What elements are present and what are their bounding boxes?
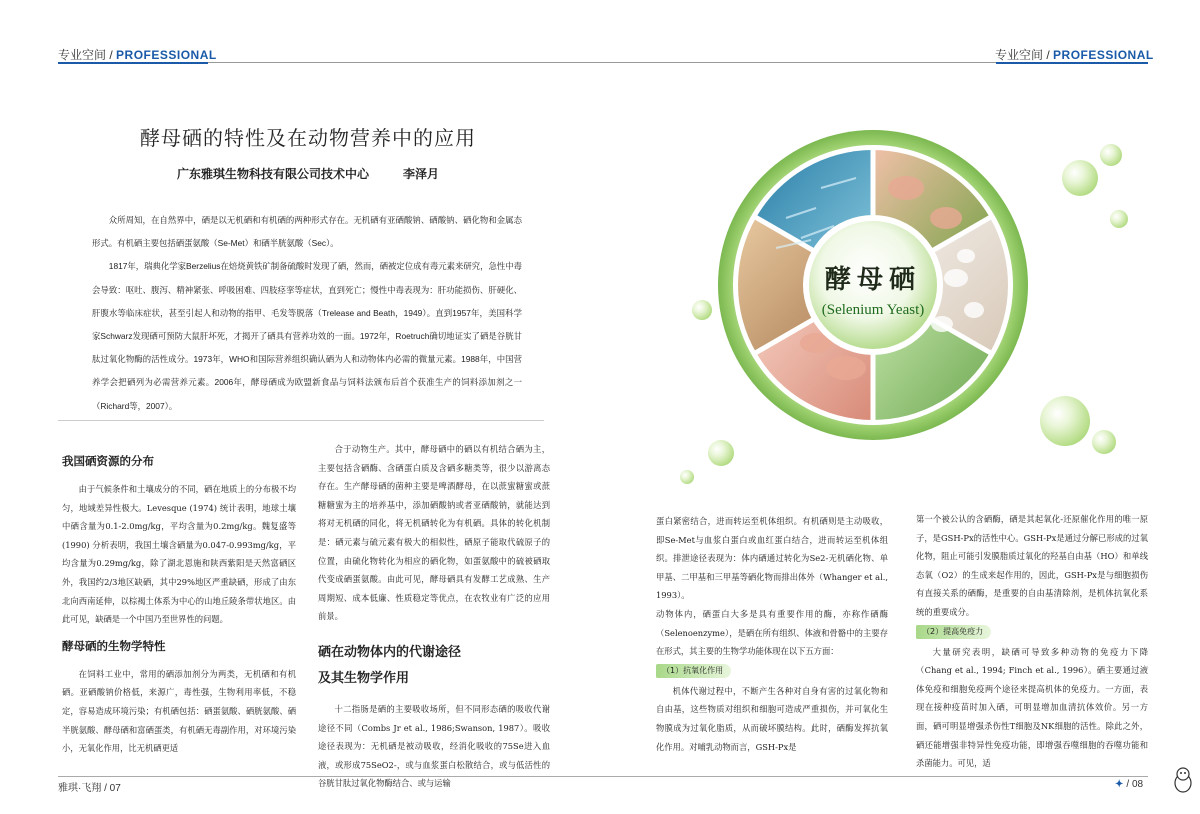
- paragraph: 机体代谢过程中，不断产生各种对自身有害的过氧化物和自由基，这些物质对组织和细胞可造成严重损伤，并可氧化生物膜成为过氧化脂质，从而破坏膜结构。此时，硒酶发挥抗氧化作用。对哺乳动物而言，GSH-Px是: [656, 685, 888, 752]
- graphic-svg: [716, 128, 1030, 442]
- heading-biological-properties: 酵母硒的生物学特性: [62, 638, 166, 653]
- mascot-icon: [1172, 766, 1194, 794]
- paragraph: 第一个被公认的含硒酶，硒是其起氧化-还原催化作用的唯一原子，是GSH-Px的活性中心。GSH-Px是通过分解已形成的过氧化物，阻止可能引发膜脂质过氧化的羟基自由基（HO）和单线态氧（O2）的生成来起作用的，因此，GSH-Px是与细胞损伤有直接关系的硒酶，是重要的自由基清除剂，是机体抗氧化系统的重要成分。: [916, 514, 1148, 617]
- paragraph: 合于动物生产。其中，酵母硒中的硒以有机结合硒为主，主要包括含硒酶、含硒蛋白质及含硒多糖类等，很少以游离态存在。生产酵母硒的菌种主要是啤酒酵母，在以蔗蜜糖蜜或蔗糖糖蜜为主的培养基中，添加硒酸钠或者亚硒酸钠，就能达到将对无机硒的同化，将无机硒转化为有机硒。具体的转化机制是：硒元素与硫元素有极大的相似性，硒原子能取代硫原子的位置，由硫化物转化为相应的硒化物，如蛋氨酸中的硫被硒取代变成硒蛋氨酸。由此可见，酵母硒具有发酵工艺成熟、生产周期短、成本低廉、性质稳定等优点，在农牧业有广泛的应用前景。: [318, 444, 550, 622]
- intro-text: [92, 209, 522, 418]
- footer-right: [1115, 779, 1143, 790]
- intro-paragraph: 众所周知，在自然界中，硒是以无机硒和有机硒的两种形式存在。无机硒有亚硒酸钠、硒酸钠、硒化物和金属态形式。有机硒主要包括硒蛋氨酸（Se-Met）和硒半胱氨酸（Sec）。: [92, 215, 522, 249]
- paragraph: 大量研究表明，缺硒可导致多种动物的免疫力下降（Chang et al., 1994; Finch et al., 1996）。硒主要通过液体免疫和细胞免疫两个途径来提高机体的免疫力。一方面，表现在接种疫苗时加入硒，可明显增加血清抗体效价。另一方面，硒可明显增强杀伤性T细胞及NK细胞的活性。除此之外，硒还能增强非特异性免疫功能，即增强吞噬细胞的吞噬功能和杀菌能力。可见，适: [916, 646, 1148, 769]
- intro-paragraph: 1817年，瑞典化学家Berzelius在焙烧黄铁矿制备硫酸时发现了硒，然而，硒被定位成有毒元素来研究，急性中毒会导致：呕吐、腹泻、精神紧张、呼吸困难、四肢痉挛等症状，直到死亡；慢性中毒表现为：肝功能损伤、肝硬化、肝腹水等临床症状，甚至引起人和动物的指甲、毛发等脱落（Trelease and Beath，1949）。直到1957年，美国科学家Schwarz发现硒可预防大鼠肝坏死，才揭开了硒具有营养功效的一面。1972年，Roetruch确切地证实了硒是谷胱甘肽过氧化物酶的活性成分。1973年，WHO和国际营养组织确认硒为人和动物体内必需的微量元素。1988年，中国营养学会把硒列为必需营养元素。2006年，酵母硒成为欧盟新食品与饲料法颁布后首个获准生产的饲料添加剂之一（Richard等，2007）。: [92, 261, 522, 411]
- decorative-bubble: [708, 440, 734, 466]
- page-number: / 08: [1126, 779, 1144, 790]
- header-left: 专业空间 / PROFESSIONAL: [58, 48, 217, 62]
- graphic-title-en: (Selenium Yeast): [821, 302, 925, 318]
- decorative-bubble: [1062, 160, 1098, 196]
- decorative-bubble: [680, 470, 694, 484]
- footer-rule: [58, 776, 1148, 777]
- decorative-bubble: [1040, 396, 1090, 446]
- heading-metabolism-line2: 及其生物学作用: [318, 670, 410, 686]
- paragraph: 动物体内，硒蛋白大多是具有重要作用的酶，亦称作硒酶（Selenoenzyme），是硒在所有组织、体液和骨骼中的主要存在形式，其主要的生物学功能体现在以下五方面：: [656, 608, 888, 657]
- decorative-bubble: [692, 300, 712, 320]
- byline-org: 广东雅琪生物科技有限公司技术中心: [177, 167, 370, 181]
- paragraph: 蛋白紧密结合，进而转运至机体组织。有机硒则是主动吸收，即Se-Met与血浆白蛋白或血红蛋白结合，进而转运至机体组织。排泄途径表现为：体内硒通过转化为Se2-无机硒化物、单甲基、二甲基和三甲基等硒化物而排出体外（Whanger et al., 1993）。: [656, 516, 888, 601]
- column-d: [916, 510, 1148, 773]
- section-tag-immunity: （2）提高免疫力: [916, 625, 991, 639]
- heading-metabolism-line1: 硒在动物体内的代谢途径: [318, 644, 462, 660]
- header-left-en: PROFESSIONAL: [116, 48, 217, 62]
- header-left-cn: 专业空间: [58, 48, 107, 62]
- footer-left: 雅琪·飞翔 / 07: [58, 783, 121, 794]
- column-b: [318, 440, 550, 793]
- article-title: 酵母硒的特性及在动物营养中的应用: [140, 126, 476, 150]
- byline: [177, 165, 439, 182]
- header-right: 专业空间 / PROFESSIONAL: [995, 48, 1154, 62]
- paragraph: 在饲料工业中，常用的硒添加剂分为两类，无机硒和有机硒。亚硒酸钠价格低，来源广，毒性强，生物利用率低，不稳定，容易造成环境污染；有机硒包括：硒蛋氨酸、硒胱氨酸、硒半胱氨酸、酵母硒和富硒蛋类，有机硒无毒副作用，对环境污染小，无氧化作用，比无机硒更适: [62, 668, 296, 754]
- section-tag-antioxidant: （1）抗氧化作用: [656, 664, 731, 678]
- column-a: [62, 444, 296, 758]
- byline-author: 李泽月: [403, 167, 440, 181]
- selenium-yeast-graphic: [716, 128, 1030, 446]
- yaqi-logo-icon: ✦: [1115, 779, 1124, 790]
- header-rule: [58, 62, 1148, 63]
- paragraph: 由于气候条件和土壤成分的不同，硒在地质上的分布极不均匀，地域差异性极大。Levesque (1974) 统计表明，地球土壤中硒含量为0.1-2.0mg/kg，平均含量为0.2mg/kg。魏复盛等 (1990) 分析表明，我国土壤含硒量为0.047-0.993mg/kg，平均含量为0.29mg/kg，除了湖北恩施和陕西紫阳是天然富硒区外，我国约2/3地区缺硒，其中29%地区严重缺硒，形成了由东北向西南延伸，以棕褐土体系为中心的山地丘陵条带状地区。由此可见，缺硒是一个中国乃至世界性的问题。: [62, 484, 296, 625]
- header-right-en: PROFESSIONAL: [1053, 48, 1154, 62]
- header-right-cn: 专业空间: [995, 48, 1044, 62]
- decorative-bubble: [1100, 144, 1122, 166]
- decorative-bubble: [1092, 430, 1116, 454]
- heading-selenium-distribution: 我国硒资源的分布: [62, 454, 154, 468]
- section-divider: [58, 420, 544, 421]
- paragraph: 十二指肠是硒的主要吸收场所，但不同形态硒的吸收代谢途径不同（Combs Jr et al., 1986;Swanson, 1987）。吸收途径表现为：无机硒是被动吸收，经消化吸收的75Se进入血液，或形成75SeO2-，或与血浆蛋白松散结合，或与低活性的谷胱甘肽过氧化物酶结合、或与运输: [318, 703, 550, 789]
- decorative-bubble: [1110, 210, 1128, 228]
- column-c: [656, 512, 888, 756]
- graphic-title-cn: 酵母硒: [824, 265, 922, 295]
